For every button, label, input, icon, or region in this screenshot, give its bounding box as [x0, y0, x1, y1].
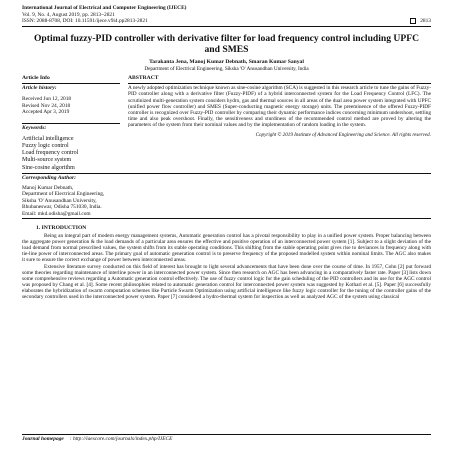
footer-url[interactable]: : http://iaescore.com/journals/index.php/IJECE [69, 436, 173, 442]
journal-footer [22, 434, 431, 442]
abstract-column [128, 75, 431, 172]
introduction-body [22, 233, 431, 300]
abstract-heading: ABSTRACT [128, 75, 159, 82]
keywords-list [22, 136, 120, 172]
footer-label: Journal homepage [22, 436, 64, 442]
corresponding-line: Siksha 'O' Anusandhan University, [22, 197, 97, 204]
corresponding-details [22, 185, 431, 218]
info-divider [22, 83, 120, 84]
paper-title: Optimal fuzzy-PID controller with derivative filter for load frequency control including UPFC and SMES [33, 32, 420, 55]
corresponding-author-block [22, 175, 431, 218]
corresponding-line: Department of Electrical Engineering, [22, 191, 105, 198]
header-divider [22, 26, 431, 27]
history-heading: Article history: [22, 85, 57, 92]
journal-issn: ISSN: 2088-8708, DOI: 10.11591/ijece.v9i4.pp2813-2821 [22, 18, 148, 25]
keyword-item: Multi-source system [22, 157, 72, 164]
corresponding-divider [22, 218, 431, 219]
history-list [22, 96, 120, 116]
corresponding-heading: Corresponding Author: [22, 174, 77, 181]
keywords-divider [22, 123, 120, 124]
section-divider [22, 173, 431, 174]
corresponding-email: Email: mkd.odisha@gmail.com [22, 210, 91, 217]
copyright-notice: Copyright © 2019 Institute of Advanced Engineering and Science. All rights reserved. [255, 132, 431, 139]
intro-paragraph: Being an integral part of modern energy management systems, Automatic generation control has a pivotal responsibility to play in a unified power system. Proper balancing between the aggregate power generation & the load demands of a particular area ensures the effective and positive operation of an interconnected power system [1]. Subject to a slight deviation of the load demand from normal prescribed values, the system shifts from its stable operating conditions. This shifting from the stable operating point gives rise to deviances in frequency along with tie-line power of interconnected areas. The primary goal of automatic generation control is to preserve frequency of the proposed modelled system within nominal limits. The AGC also makes it sure to ensure the correct exchange of power between interconnected areas. [22, 233, 431, 264]
introduction-heading: 1. INTRODUCTION [36, 225, 87, 232]
keyword-item: Sine-cosine algorithm [22, 164, 75, 171]
history-item: Accepted Apr 3, 2019 [22, 109, 70, 116]
corresponding-line: Manoj Kumar Debnath, [22, 184, 74, 191]
article-info-column [22, 75, 120, 172]
keyword-item: Fuzzy logic control [22, 142, 69, 149]
intro-paragraph: Extensive literature survey conducted on this field of interest has brought to light several advancements that have been done over the course of time. In 1957, Cohn [2] put forward some theories regarding maintenance of interline power in an interconnected power system. Since then research on AGC has been advancing in a comparatively faster rate. Paper [3] lists down some comprehensive reviews regarding a Automatic generation control effectively. The use of fuzzy control logic for the gain scheduling of the PID controllers and its use for the AGC control was proposed by Chang et al. [4]. Some recent philosophies related to automatic generation control for interconnected power system was suggested by Kothari et al. [5]. Paper [6] successfully elaborates the hybridization of swarm computation schemes like Particle Swarm Optimization using artificial intelligence like fuzzy logic controller for the tuning of the controller gains of the secondary controllers used in the interconnected power system. Paper [7] considered a hydro-thermal system for inspection as well as analyzed AGC of the system using classical [22, 263, 431, 300]
history-item: Received Jun 12, 2018 [22, 96, 72, 103]
journal-name: International Journal of Electrical and Computer Engineering (IJECE) [22, 5, 187, 11]
square-icon [410, 18, 416, 24]
keywords-heading: Keywords: [22, 124, 47, 131]
corresponding-line: Bhubaneswar, Odisha 751030, India. [22, 204, 102, 211]
paper-authors: Tarakanta Jena, Manoj Kumar Debnath, Smaran Kumar Sanyal [149, 58, 304, 65]
abstract-text: A newly adopted optimization technique known as sine-cosine algorithm (SCA) is suggested in this research article to tune the gains of Fuzzy-PID controller along with a derivative filter (Fuzzy-PIDF) of a hybrid interconnected system for the Load Frequency Control (LFC). The scrutinized multi-generation system considers hydro, gas and thermal sources in all areas of the dual area power system integrated with UPFC (unified power flow controller) and SMES (Super-conducting magnetic energy storage) units. The preeminence of the offered Fuzzy-PIDF controller is recognized over Fuzzy-PID controller by comparing their dynamic performance indices concerning minimum undershoot, settling time and also peak overshoot. Finally, the sensitiveness and sturdiness of the recommended control method are proved by altering the parameters of the system from their nominal values and by the implementation of random loading in the system. [128, 85, 431, 129]
keyword-item: Load frequency control [22, 150, 79, 157]
page-number: 2813 [420, 18, 431, 25]
info-abstract-section [22, 75, 431, 172]
page-number-group [410, 18, 431, 25]
journal-volume: Vol. 9, No. 4, August 2019, pp. 2813~2821 [22, 11, 115, 18]
paper-affiliation: Department of Electrical Engineering, Siksha 'O' Anusandhan University, India [144, 65, 309, 72]
journal-header [22, 5, 431, 25]
article-info-heading: Article Info [22, 75, 50, 82]
history-item: Revised Nov 24, 2018 [22, 102, 71, 109]
keyword-item: Artificial intelligence [22, 135, 74, 142]
